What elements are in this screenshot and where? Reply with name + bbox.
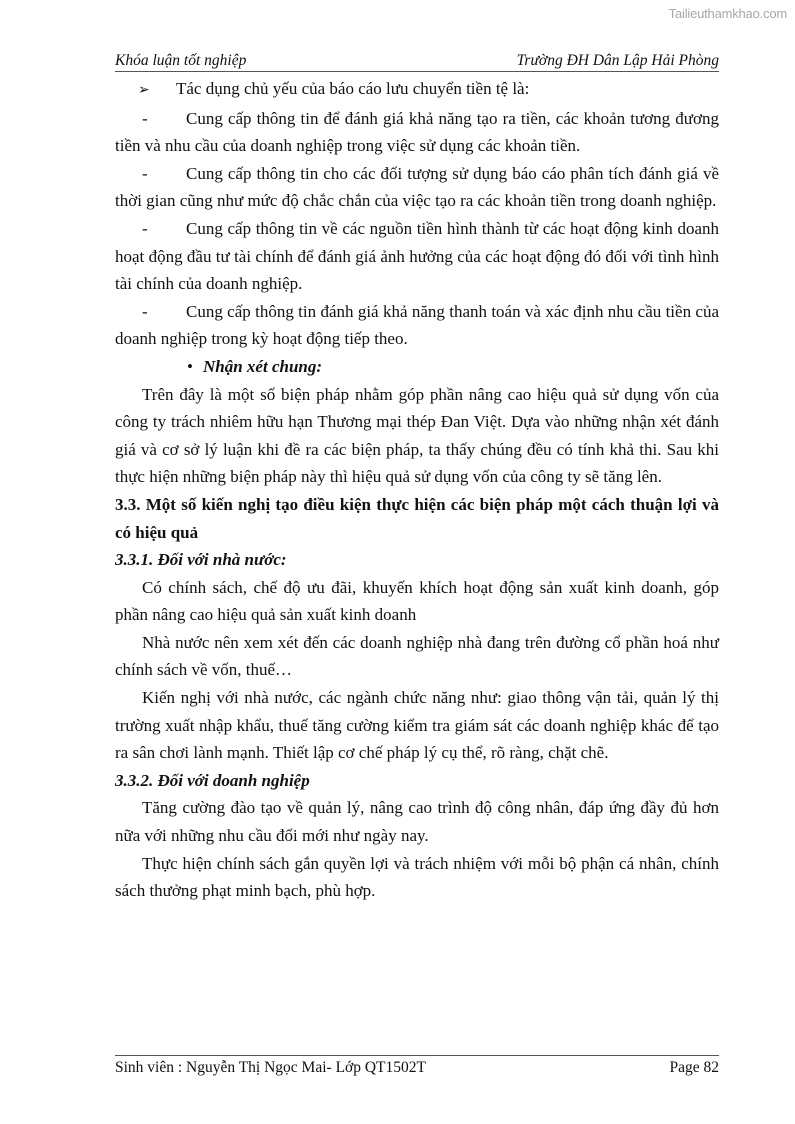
header-right: Trường ĐH Dân Lập Hải Phòng [516,52,719,69]
dash-item: - Cung cấp thông tin về các nguồn tiền hình thành từ các hoạt động kinh doanh hoạt động đầu tư tài chính để đánh giá ảnh hưởng của các hoạt động đó đối với tình hình tài chính của doanh nghiệp. [115,215,719,298]
paragraph: Nhà nước nên xem xét đến các doanh nghiệp nhà đang trên đường cổ phần hoá như chính sách về vốn, thuế… [115,632,719,680]
header-left: Khóa luận tốt nghiệp [115,52,247,69]
bullet-icon: • [187,356,193,376]
footer-student: Sinh viên : Nguyễn Thị Ngọc Mai- Lớp QT1502T [115,1059,426,1076]
page-content [115,75,719,905]
section-heading-3-3-1: 3.3.1. Đối với nhà nước: [115,550,287,570]
intro-text: Tác dụng chủ yếu của báo cáo lưu chuyển tiền tệ là: [176,79,530,98]
page-footer [115,1055,719,1077]
general-remark-heading: • Nhận xét chung: [115,353,719,381]
page-number: Page 82 [669,1059,719,1076]
dash-item: - Cung cấp thông tin để đánh giá khả năng tạo ra tiền, các khoản tương đương tiền và nhu cầu của doanh nghiệp trong việc sử dụng các khoản tiền. [115,105,719,160]
dash-item: - Cung cấp thông tin cho các đối tượng sử dụng báo cáo phân tích đánh giá về thời gian cũng như mức độ chắc chắn của việc tạo ra các khoản tiền trong doanh nghiệp. [115,160,719,215]
page-header [115,48,719,72]
paragraph: Tăng cường đào tạo về quản lý, nâng cao trình độ công nhân, đáp ứng đầy đủ hơn nữa với những nhu cầu đổi mới như ngày nay. [115,798,719,846]
paragraph: Thực hiện chính sách gắn quyền lợi và trách nhiệm với mỗi bộ phận cá nhân, chính sách thưởng phạt minh bạch, phù hợp. [115,853,719,901]
watermark: Tailieuthamkhao.com [668,6,787,21]
paragraph: Kiến nghị với nhà nước, các ngành chức năng như: giao thông vận tải, quản lý thị trường xuất nhập khẩu, thuế tăng cường kiểm tra giám sát các doanh nghiệp khác để tạo ra sân chơi lành mạnh. Thiết lập cơ chế pháp lý cụ thể, rõ ràng, chặt chẽ. [115,688,719,763]
general-remark-paragraph: Trên đây là một số biện pháp nhằm góp phần nâng cao hiệu quả sử dụng vốn của công ty trách nhiêm hữu hạn Thương mại thép Đan Việt. Dựa vào những nhận xét đánh giá và cơ sở lý luận khi đề ra các biện pháp, ta thấy chúng đều có tính khả thi. Sau khi thực hiện những biện pháp này thì hiệu quả sử dụng vốn của công ty sẽ tăng lên. [115,384,719,487]
dash-icon: - [142,218,148,238]
intro-arrow-line [115,75,719,105]
paragraph: Có chính sách, chế độ ưu đãi, khuyến khích hoạt động sản xuất kinh doanh, góp phần nâng cao hiệu quả sản xuất kinh doanh [115,577,719,625]
arrow-bullet-icon: ➢ [138,83,150,98]
dash-icon: - [142,163,148,183]
dash-icon: - [142,108,148,128]
section-heading-3-3: 3.3. Một số kiến nghị tạo điều kiện thực hiện các biện pháp một cách thuận lợi và có hiệu quả [115,494,719,542]
dash-icon: - [142,301,148,321]
dash-item: - Cung cấp thông tin đánh giá khả năng thanh toán và xác định nhu cầu tiền của doanh nghiệp trong kỳ hoạt động tiếp theo. [115,298,719,353]
section-heading-3-3-2: 3.3.2. Đối với doanh nghiệp [115,770,310,790]
